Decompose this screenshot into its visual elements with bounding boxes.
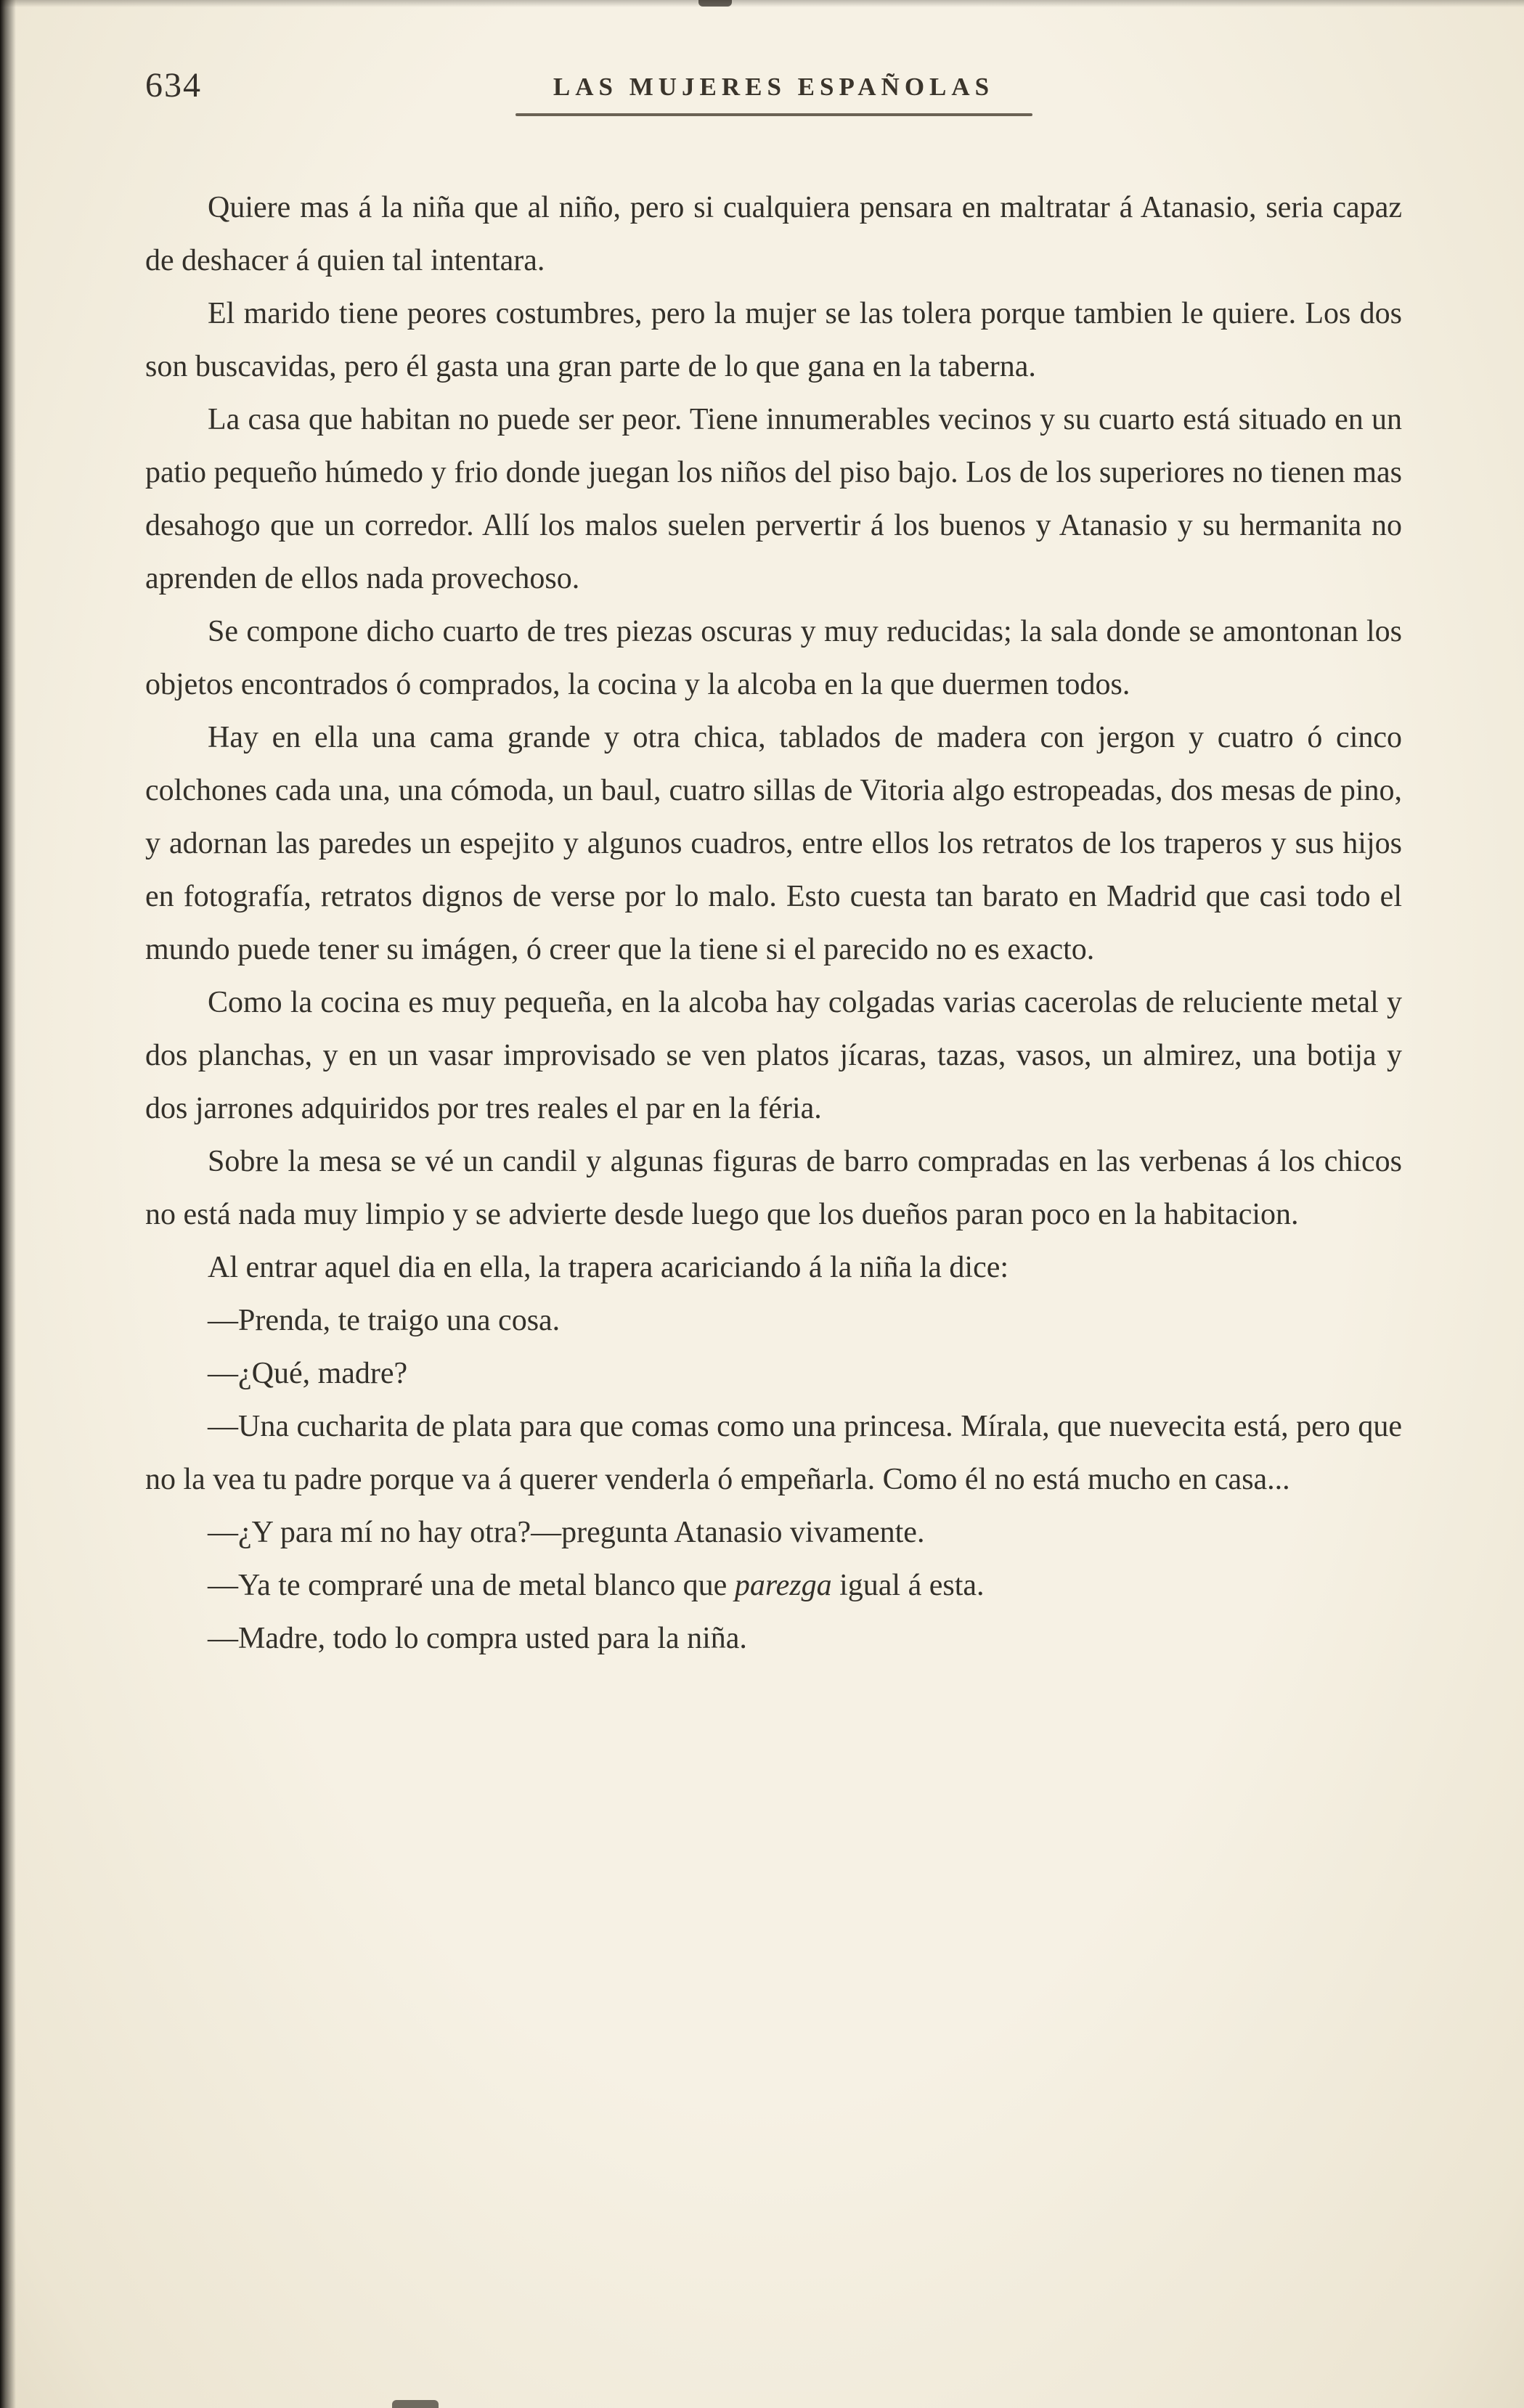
dialogue-line: —¿Y para mí no hay otra?—pregunta Atanasio vivamente. — [208, 1516, 925, 1549]
dialogue-line — [145, 1559, 1402, 1612]
dialogue-line: —¿Qué, madre? — [208, 1357, 408, 1390]
dialogue-text: —Ya te compraré una de metal blanco que — [208, 1569, 735, 1602]
paragraph: Como la cocina es muy pequeña, en la alcoba hay colgadas varias cacerolas de reluciente metal y dos planchas, y en un vasar improvisado se ven platos jícaras, tazas, vasos, un almirez, una botija y dos jarrones adquiridos por tres reales el par en la féria. — [145, 986, 1402, 1125]
dialogue-text: igual á esta. — [831, 1569, 985, 1602]
running-header-title: LAS MUJERES ESPAÑOLAS — [553, 73, 995, 101]
page-number: 634 — [145, 66, 202, 105]
header-rule — [516, 113, 1032, 116]
paragraph: La casa que habitan no puede ser peor. Tiene innumerables vecinos y su cuarto está situado en un patio pequeño húmedo y frio donde juegan los niños del piso bajo. Los de los superiores no tienen mas desahogo que un corredor. Allí los malos suelen pervertir á los buenos y Atanasio y su hermanita no aprenden de ellos nada provechoso. — [145, 403, 1402, 595]
dialogue-line: —Madre, todo lo compra usted para la niña. — [208, 1622, 747, 1655]
paragraph: El marido tiene peores costumbres, pero la mujer se las tolera porque tambien le quiere. Los dos son buscavidas, pero él gasta una gran parte de lo que gana en la taberna. — [145, 297, 1402, 383]
scan-edge-top — [0, 0, 1524, 7]
paragraph: Hay en ella una cama grande y otra chica, tablados de madera con jergon y cuatro ó cinco colchones cada una, una cómoda, un baul, cuatro sillas de Vitoria algo estropeadas, dos mesas de pino, y adornan las paredes un espejito y algunos cuadros, entre ellos los retratos de los traperos y sus hijos en fotografía, retratos dignos de verse por lo malo. Esto cuesta tan barato en Madrid que casi todo el mundo puede tener su imágen, ó creer que la tiene si el parecido no es exacto. — [145, 721, 1402, 966]
italic-word: parezga — [734, 1569, 832, 1602]
dialogue-line: —Una cucharita de plata para que comas como una princesa. Mírala, que nuevecita está, pero que no la vea tu padre porque va á querer venderla ó empeñarla. Como él no está mucho en casa... — [145, 1410, 1402, 1496]
text-column — [145, 181, 1402, 1665]
paragraph: Sobre la mesa se vé un candil y algunas figuras de barro compradas en las verbenas á los chicos no está nada muy limpio y se advierte desde luego que los dueños paran poco en la habitacion. — [145, 1145, 1402, 1231]
paragraph: Se compone dicho cuarto de tres piezas oscuras y muy reducidas; la sala donde se amontonan los objetos encontrados ó comprados, la cocina y la alcoba en la que duermen todos. — [145, 615, 1402, 701]
page-header — [145, 57, 1402, 166]
dialogue-line: —Prenda, te traigo una cosa. — [208, 1304, 561, 1337]
paragraph: Quiere mas á la niña que al niño, pero si cualquiera pensara en maltratar á Atanasio, seria capaz de deshacer á quien tal intentara. — [145, 191, 1402, 277]
page-content — [145, 57, 1402, 1665]
paragraph: Al entrar aquel dia en ella, la trapera acariciando á la niña la dice: — [208, 1251, 1009, 1284]
scan-artifact — [698, 0, 732, 7]
header-title-wrap — [145, 57, 1402, 116]
scan-edge-left — [0, 0, 16, 2408]
scan-artifact — [392, 2400, 439, 2408]
